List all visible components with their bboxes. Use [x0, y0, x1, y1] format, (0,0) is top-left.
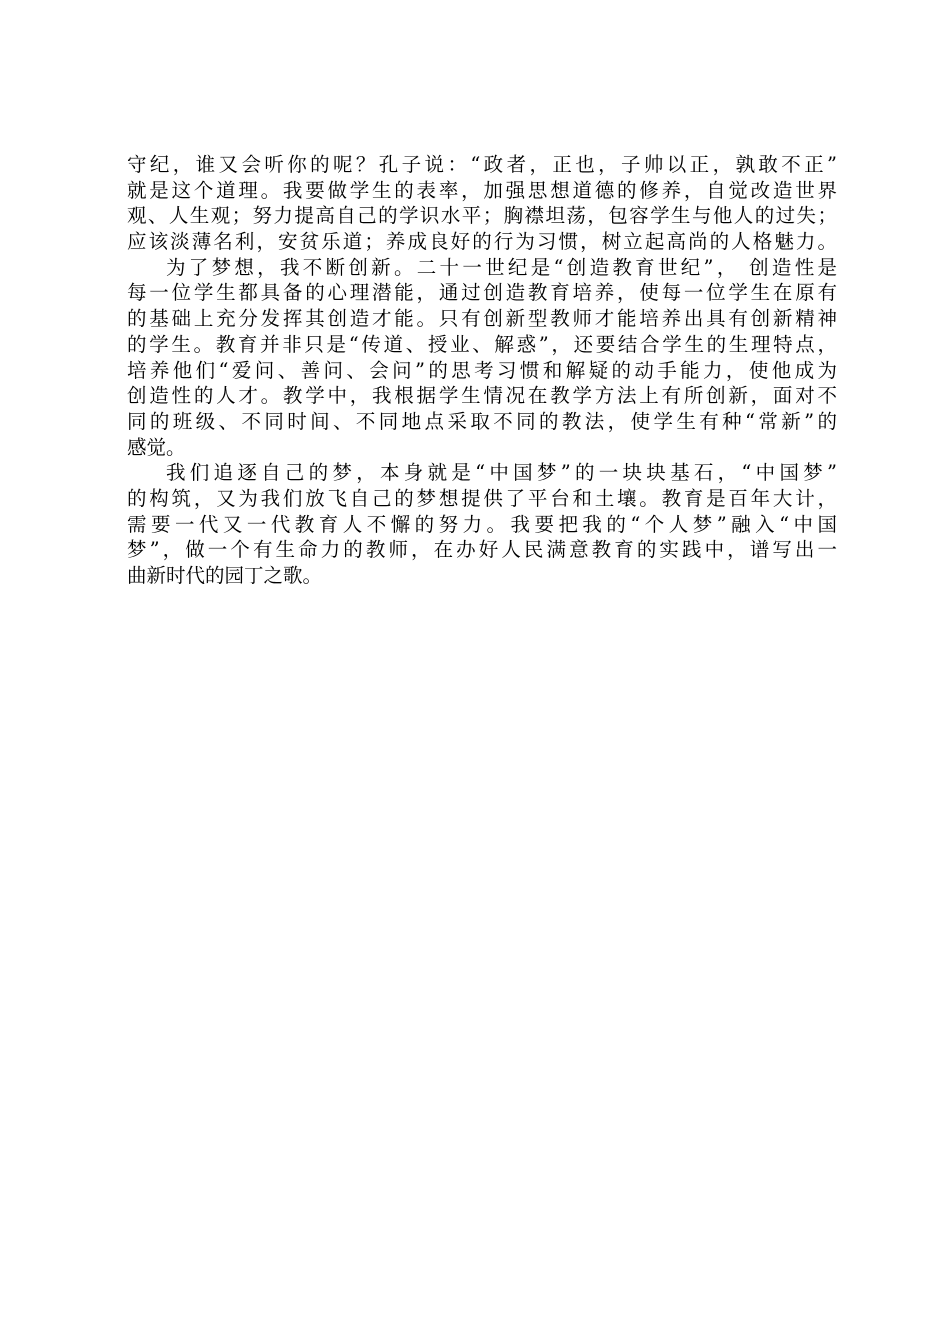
- text-line: 梦”，做一个有生命力的教师，在办好人民满意教育的实践中，谱写出一: [127, 538, 837, 562]
- text-line: 培养他们“爱问、善问、会问”的思考习惯和解疑的动手能力，使他成为: [127, 358, 837, 382]
- document-body: [127, 152, 837, 589]
- text-line: 需要一代又一代教育人不懈的努力。我要把我的“个人梦”融入“中国: [127, 512, 837, 536]
- text-line: 曲新时代的园丁之歌。: [127, 564, 323, 587]
- text-line: 每一位学生都具备的心理潜能，通过创造教育培养，使每一位学生在原有: [127, 281, 837, 305]
- paragraph: [127, 152, 837, 255]
- text-line: 的学生。教育并非只是“传道、授业、解惑”，还要结合学生的生理特点，: [127, 332, 837, 356]
- text-line: 的构筑，又为我们放飞自己的梦想提供了平台和土壤。教育是百年大计，: [127, 486, 837, 510]
- paragraph: [127, 460, 837, 588]
- text-line: 守纪，谁又会听你的呢？孔子说：“政者，正也，子帅以正，孰敢不正”: [127, 153, 837, 176]
- text-line: 应该淡薄名利，安贫乐道；养成良好的行为习惯，树立起高尚的人格魅力。: [127, 230, 837, 254]
- text-line: 为了梦想，我不断创新。二十一世纪是“创造教育世纪”， 创造性是: [166, 255, 837, 279]
- text-line: 感觉。: [127, 435, 186, 459]
- text-line: 创造性的人才。教学中，我根据学生情况在教学方法上有所创新，面对不: [127, 384, 837, 408]
- text-line: 就是这个道理。我要做学生的表率，加强思想道德的修养，自觉改造世界: [127, 178, 837, 202]
- text-line: 我们追逐自己的梦，本身就是“中国梦”的一块块基石，“中国梦”: [166, 461, 837, 485]
- text-line: 同的班级、不同时间、不同地点采取不同的教法，使学生有种“常新”的: [127, 409, 837, 433]
- text-line: 的基础上充分发挥其创造才能。只有创新型教师才能培养出具有创新精神: [127, 307, 837, 331]
- paragraph: [127, 255, 837, 461]
- text-line: 观、人生观；努力提高自己的学识水平；胸襟坦荡，包容学生与他人的过失；: [127, 204, 837, 228]
